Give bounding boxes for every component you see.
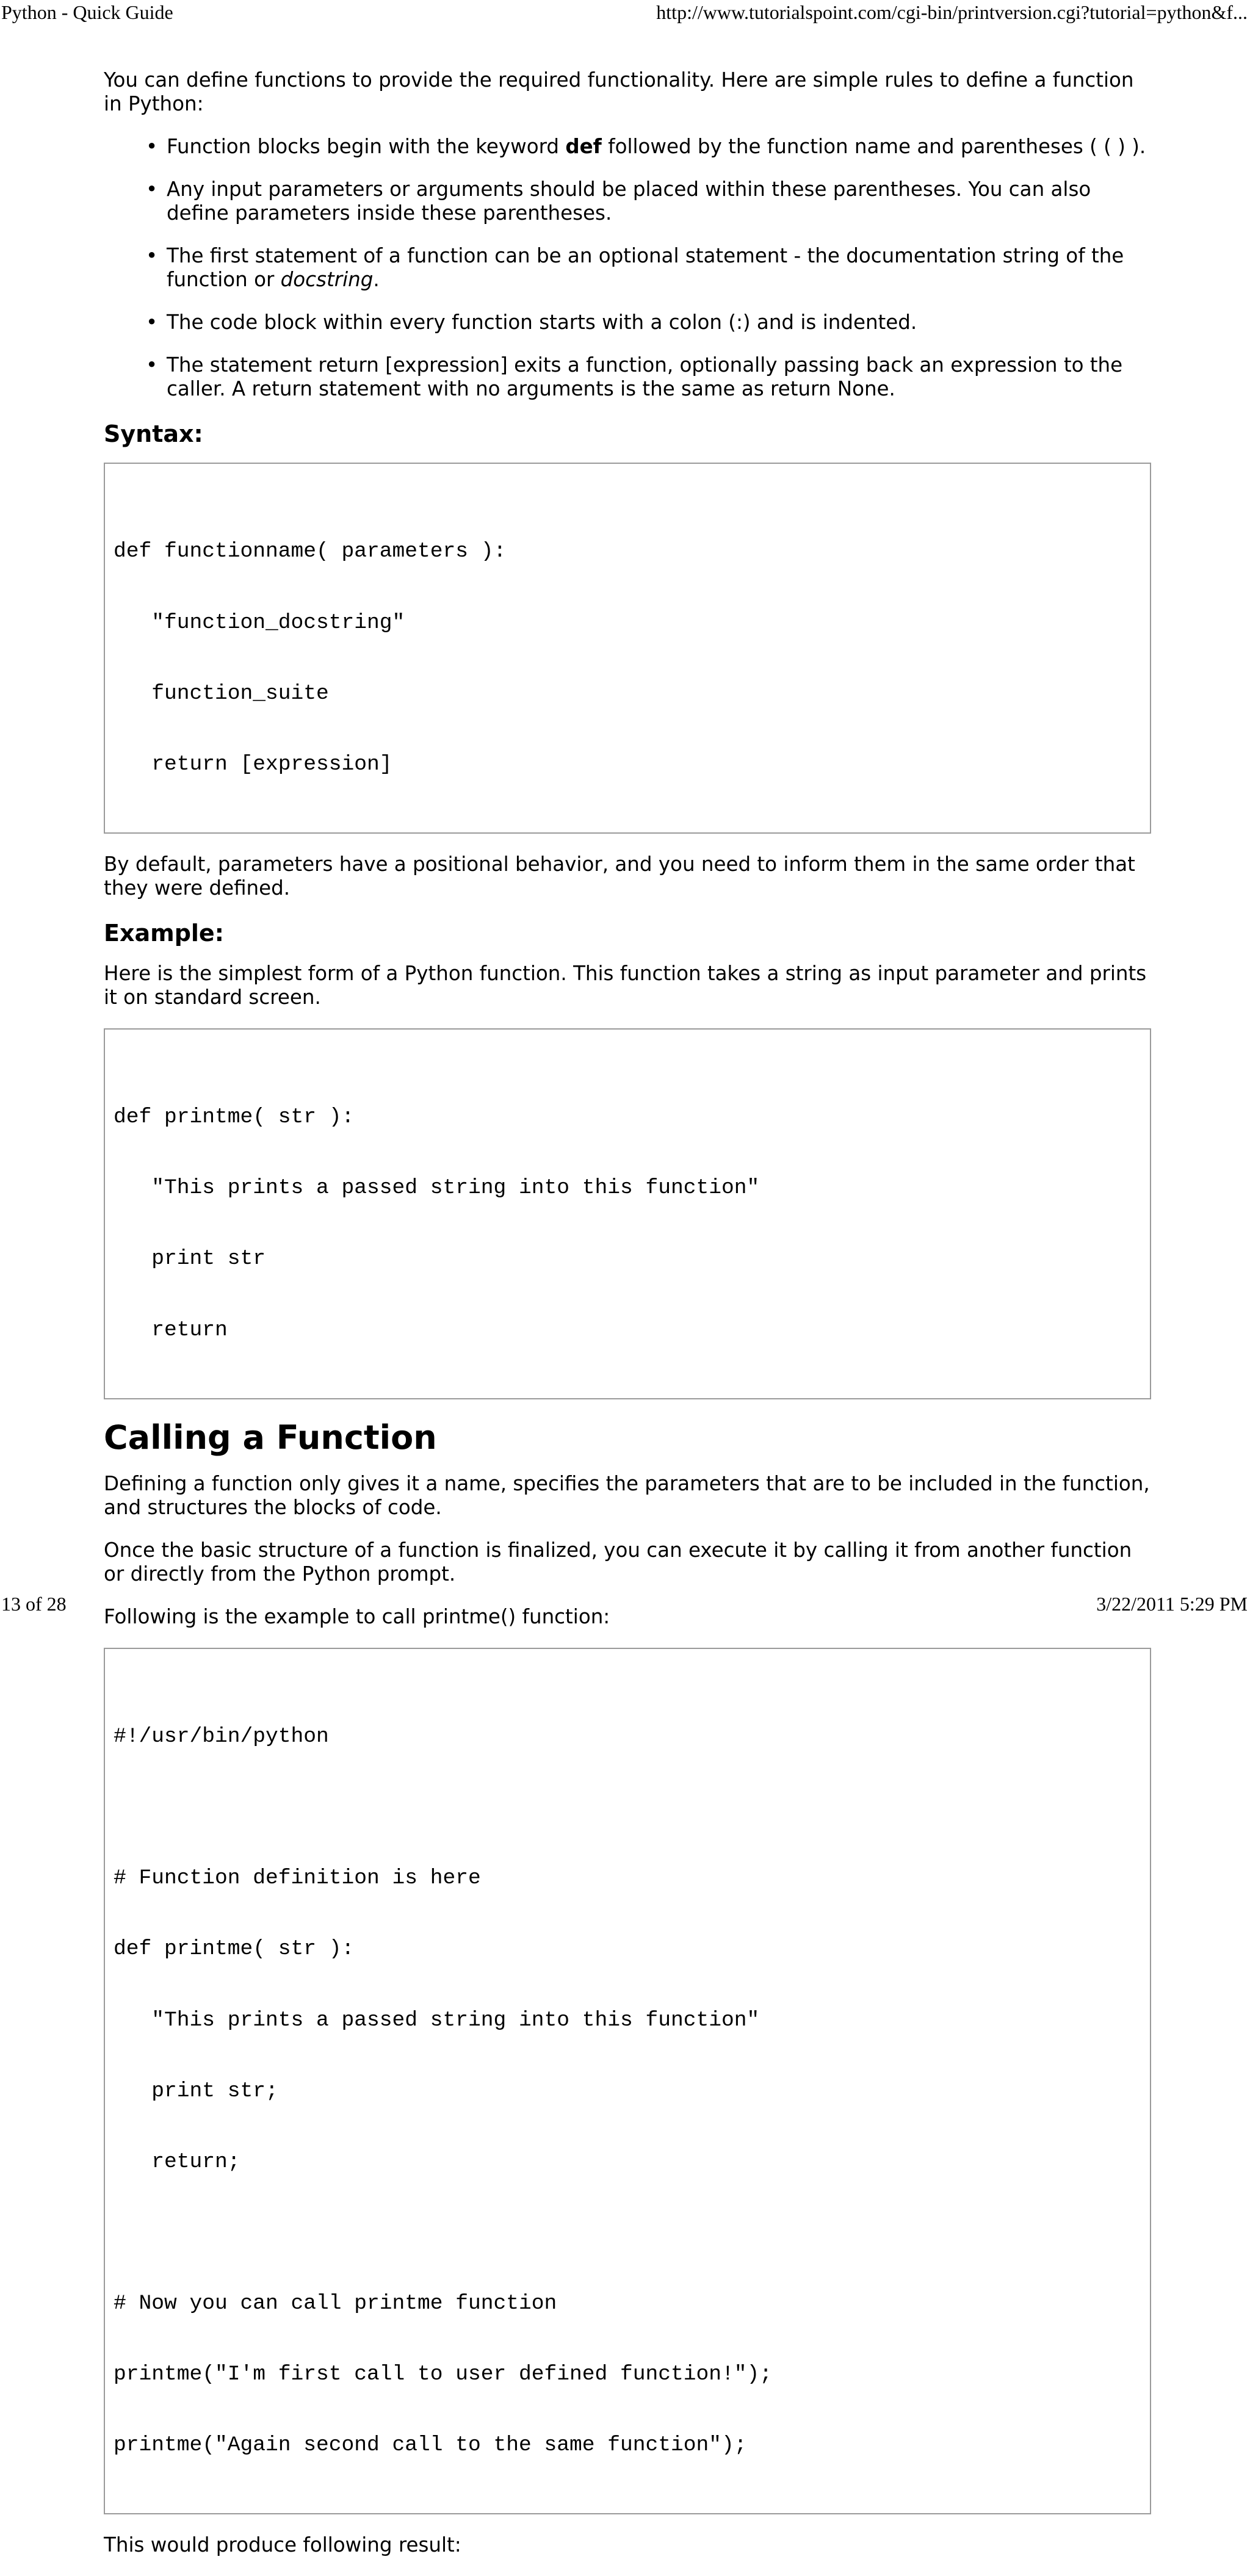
code-line: "This prints a passed string into this function" [114,2008,760,2032]
example-heading: Example: [104,919,224,947]
rules-list [104,135,1151,401]
calling-paragraph-1: Defining a function only gives it a name, specifies the parameters that are to be included in the function, and structures the blocks of code. [104,1471,1150,1519]
code-line: return [expression] [114,752,392,776]
list-item: • The first statement of a function can be an optional statement - the documentation string of the function or docstring. [167,244,1151,292]
list-item: • Any input parameters or arguments should be placed within these parentheses. You can also define parameters inside these parentheses. [167,178,1151,225]
code-line: printme("I'm first call to user defined function!"); [114,2362,773,2387]
docstring-term: docstring [280,268,374,291]
list-item: • The statement return [expression] exits a function, optionally passing back an expression to the caller. A return statement with no arguments is the same as return None. [167,353,1151,401]
calling-paragraph-3: Following is the example to call printme() function: [104,1604,610,1628]
page-content [104,68,1151,2576]
code-line: "function_docstring" [114,610,405,635]
code-line: "This prints a passed string into this function" [114,1176,760,1200]
code-line: # Function definition is here [114,1866,481,1891]
calling-function-heading: Calling a Function [104,1418,437,1457]
code-line: print str [114,1247,266,1271]
def-keyword: def [565,135,602,158]
code-line [114,2221,1141,2245]
calling-code-block [104,1648,1151,2515]
code-line [114,1796,1141,1820]
code-line: # Now you can call printme function [114,2291,557,2315]
code-line: print str; [114,2079,278,2103]
header-url: http://www.tutorialspoint.com/cgi-bin/printversion.cgi?tutorial=python&f... [656,1,1248,23]
positional-paragraph: By default, parameters have a positional behavior, and you need to inform them in the same order that they were defined. [104,852,1135,900]
example-paragraph: Here is the simplest form of a Python function. This function takes a string as input parameter and prints it on standard screen. [104,961,1147,1009]
header-title: Python - Quick Guide [1,1,173,23]
code-line: def functionname( parameters ): [114,539,507,564]
syntax-heading: Syntax: [104,420,203,447]
code-line: printme("Again second call to the same function"); [114,2433,747,2458]
list-item: • The code block within every function starts with a colon (:) and is indented. [167,311,1151,334]
list-item: • Function blocks begin with the keyword def followed by the function name and parentheses ( ( ) ). [167,135,1151,159]
syntax-code-block [104,463,1151,834]
footer-datetime: 3/22/2011 5:29 PM [1096,1593,1248,1615]
intro-paragraph: You can define functions to provide the required functionality. Here are simple rules to define a function in Python: [104,68,1134,115]
code-line: return [114,1318,228,1342]
code-line: #!/usr/bin/python [114,1725,329,1749]
example-code-block [104,1028,1151,1399]
result-paragraph: This would produce following result: [104,2533,461,2557]
footer-page-number: 13 of 28 [1,1593,67,1615]
code-line: def printme( str ): [114,1105,355,1130]
code-line: def printme( str ): [114,1937,355,1961]
code-line: return; [114,2149,240,2174]
code-line: function_suite [114,681,329,705]
calling-paragraph-2: Once the basic structure of a function is finalized, you can execute it by calling it from another function or directly from the Python prompt. [104,1538,1132,1586]
